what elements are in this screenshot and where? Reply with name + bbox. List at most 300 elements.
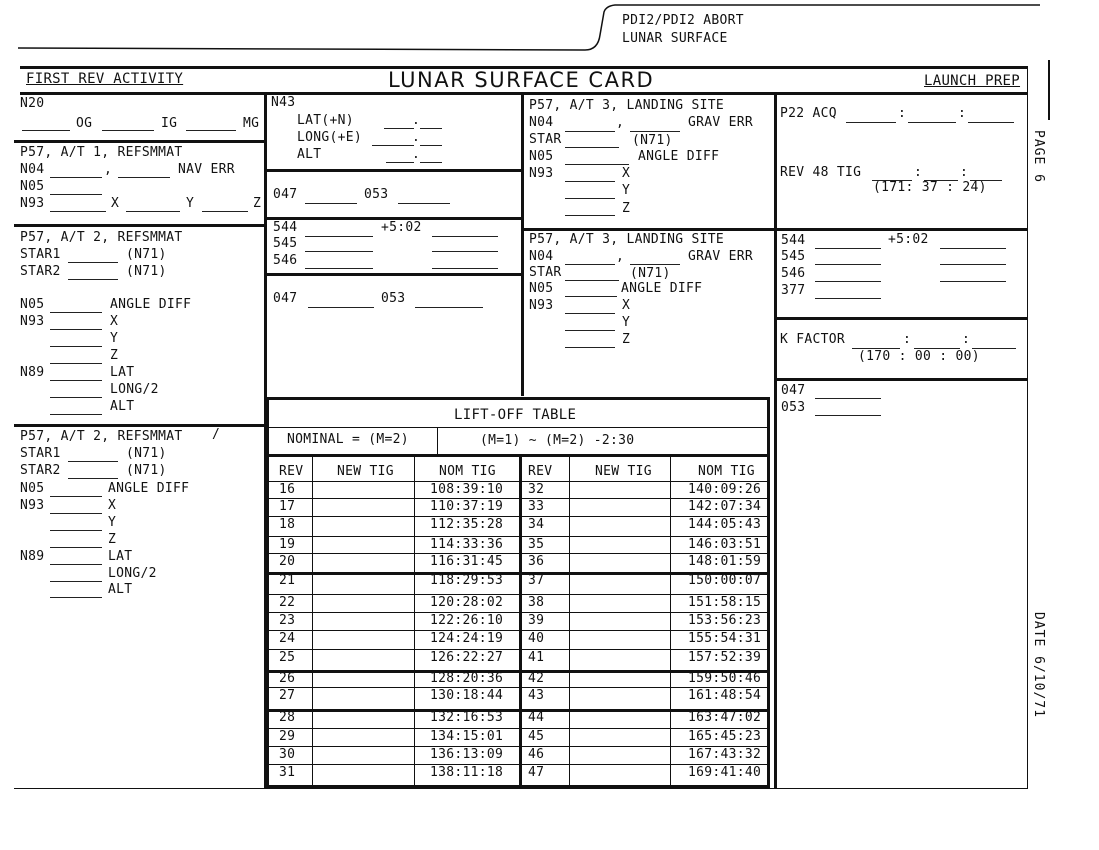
- liftoff-title: LIFT-OFF TABLE: [454, 407, 577, 423]
- new-tig-cell-right[interactable]: [571, 710, 670, 726]
- at3b-title: P57, A/T 3, LANDING SITE: [529, 232, 725, 247]
- p22-acq-colon1: :: [898, 106, 907, 121]
- at2b-angle-diff: ANGLE DIFF: [108, 481, 190, 496]
- n43-alt-blank1[interactable]: [386, 162, 414, 163]
- divider-c4-b: [774, 317, 1028, 320]
- rev-right: 44: [528, 710, 545, 725]
- at3a-comma: ,: [616, 115, 625, 130]
- rev-right: 38: [528, 595, 545, 610]
- kfactor-colon1: :: [903, 332, 912, 347]
- col-header-nomtig-left: NOM TIG: [439, 464, 496, 479]
- rev-left: 22: [279, 595, 296, 610]
- col-divider-2: [521, 92, 524, 396]
- rev-left: 24: [279, 631, 296, 646]
- at2a-n93-label: N93: [20, 314, 45, 329]
- rev-right: 47: [528, 765, 545, 780]
- at2b-n05-blank[interactable]: [50, 496, 102, 497]
- at3b-n04: N04: [529, 249, 554, 264]
- nom-tig-left: 134:15:01: [430, 729, 504, 744]
- at3a-n05: N05: [529, 149, 554, 164]
- col-divider-3: [774, 92, 777, 788]
- new-tig-cell-left[interactable]: [314, 613, 414, 629]
- divider-c2-a: [264, 169, 522, 172]
- col-header-nomtig-right: NOM TIG: [698, 464, 755, 479]
- at2a-y: Y: [110, 331, 119, 346]
- new-tig-cell-right[interactable]: [571, 747, 670, 763]
- new-tig-cell-right[interactable]: [571, 688, 670, 704]
- new-tig-cell-right[interactable]: [571, 573, 670, 589]
- tbl-col-2: [414, 454, 415, 788]
- at2a-star2-blank[interactable]: [68, 279, 118, 280]
- c4-plus-blank[interactable]: [940, 248, 1006, 249]
- nom-tig-right: 159:50:46: [688, 671, 762, 686]
- new-tig-cell-left[interactable]: [314, 671, 414, 687]
- tbl-col-3: [519, 454, 522, 788]
- p22-acq-blank3[interactable]: [968, 122, 1014, 123]
- at3a-n04-blank1[interactable]: [565, 131, 615, 132]
- nom-tig-left: 114:33:36: [430, 537, 504, 552]
- n43-lat-dot: .: [412, 113, 421, 128]
- rev-left: 27: [279, 688, 296, 703]
- c2-544-blank[interactable]: [305, 236, 373, 237]
- at3a-y-blank[interactable]: [565, 198, 615, 199]
- n43-long-label: LONG(+E): [297, 130, 363, 145]
- nom-tig-left: 138:11:18: [430, 765, 504, 780]
- at3b-n05-blank[interactable]: [565, 296, 617, 297]
- rev-right: 36: [528, 554, 545, 569]
- at2a-title: P57, A/T 2, REFSMMAT: [20, 230, 183, 245]
- at2b-x: X: [108, 498, 117, 513]
- at3b-n05: N05: [529, 281, 554, 296]
- nom-tig-left: 118:29:53: [430, 573, 504, 588]
- n43-lat-blank2[interactable]: [420, 128, 442, 129]
- nom-tig-right: 163:47:02: [688, 710, 762, 725]
- at2a-long-blank[interactable]: [50, 397, 102, 398]
- col-header-newtig-right: NEW TIG: [595, 464, 652, 479]
- rev-right: 46: [528, 747, 545, 762]
- edge-mark: [1048, 60, 1050, 120]
- at1-nav-err-label: NAV ERR: [178, 162, 235, 177]
- at2a-alt-blank[interactable]: [50, 414, 102, 415]
- c4-546-label: 546: [781, 266, 806, 281]
- p22-acq-label: P22 ACQ: [780, 106, 837, 121]
- rev-right: 40: [528, 631, 545, 646]
- at2a-lat: LAT: [110, 365, 135, 380]
- ig-blank[interactable]: [102, 130, 154, 131]
- at2b-long-blank[interactable]: [50, 581, 102, 582]
- c2-plus-label: +5:02: [381, 220, 422, 235]
- at1-n05-label: N05: [20, 179, 45, 194]
- new-tig-cell-left[interactable]: [314, 517, 414, 533]
- new-tig-cell-right[interactable]: [571, 631, 670, 647]
- at2b-n71b: (N71): [126, 463, 167, 478]
- og-label: OG: [76, 116, 93, 131]
- nom-tig-right: 157:52:39: [688, 650, 762, 665]
- n43-alt-label: ALT: [297, 147, 322, 162]
- rev-left: 20: [279, 554, 296, 569]
- liftoff-nominal-divider: [437, 427, 438, 454]
- n43-lat-blank1[interactable]: [384, 128, 414, 129]
- c4-545-label: 545: [781, 249, 806, 264]
- nom-tig-right: 144:05:43: [688, 517, 762, 532]
- n43-long-blank2[interactable]: [420, 145, 442, 146]
- c2-546-label: 546: [273, 253, 298, 268]
- new-tig-cell-left[interactable]: [314, 537, 414, 553]
- at3b-z: Z: [622, 332, 631, 347]
- corner-label-line2: LUNAR SURFACE: [622, 31, 728, 46]
- at3a-star: STAR: [529, 132, 562, 147]
- rev-left: 30: [279, 747, 296, 762]
- kfactor-label: K FACTOR: [780, 332, 846, 347]
- nom-tig-left: 126:22:27: [430, 650, 504, 665]
- at1-n05-blank[interactable]: [50, 194, 102, 195]
- c4-377-blank[interactable]: [815, 298, 881, 299]
- nom-tig-left: 136:13:09: [430, 747, 504, 762]
- c4-053-blank[interactable]: [815, 415, 881, 416]
- at2b-alt: ALT: [108, 582, 133, 597]
- at3b-n71: (N71): [630, 266, 671, 281]
- at3a-angle-diff: ANGLE DIFF: [638, 149, 720, 164]
- c2-053b-blank[interactable]: [415, 307, 483, 308]
- n43-long-blank1[interactable]: [372, 145, 414, 146]
- header-left-label: FIRST REV ACTIVITY: [26, 71, 184, 87]
- at2b-y: Y: [108, 515, 117, 530]
- new-tig-cell-right[interactable]: [571, 650, 670, 666]
- nom-tig-left: 124:24:19: [430, 631, 504, 646]
- nom-tig-left: 122:26:10: [430, 613, 504, 628]
- at3a-z: Z: [622, 201, 631, 216]
- rev-left: 31: [279, 765, 296, 780]
- c4-544-blank[interactable]: [815, 248, 881, 249]
- p22-acq-blank1[interactable]: [846, 122, 896, 123]
- at1-z-label: Z: [253, 196, 262, 211]
- nom-tig-right: 146:03:51: [688, 537, 762, 552]
- at1-y-label: Y: [186, 196, 195, 211]
- og-blank[interactable]: [22, 130, 70, 131]
- at2a-y-blank[interactable]: [50, 346, 102, 347]
- at2a-star1-label: STAR1: [20, 247, 61, 262]
- header-divider: [20, 92, 1028, 95]
- page-number: PAGE 6: [1031, 130, 1046, 183]
- nom-tig-left: 112:35:28: [430, 517, 504, 532]
- nom-tig-right: 142:07:34: [688, 499, 762, 514]
- at3a-grav-err: GRAV ERR: [688, 115, 754, 130]
- at2a-star2-label: STAR2: [20, 264, 61, 279]
- new-tig-cell-left[interactable]: [314, 482, 414, 498]
- nom-tig-left: 132:16:53: [430, 710, 504, 725]
- ig-label: IG: [161, 116, 178, 131]
- frame-right: [1027, 66, 1028, 788]
- n43-alt-dot: .: [412, 147, 421, 162]
- corner-tab-outline: [0, 0, 1099, 70]
- nom-tig-right: 167:43:32: [688, 747, 762, 762]
- at3b-comma: ,: [616, 249, 625, 264]
- new-tig-cell-left[interactable]: [314, 729, 414, 745]
- at3a-x: X: [622, 166, 631, 181]
- c2-047a-label: 047: [273, 187, 298, 202]
- p22-acq-colon2: :: [958, 106, 967, 121]
- at1-y-blank[interactable]: [126, 211, 180, 212]
- at3b-n93: N93: [529, 298, 554, 313]
- tbl-col-1: [312, 454, 313, 788]
- at2b-title: P57, A/T 2, REFSMMAT: [20, 429, 183, 444]
- nom-tig-left: 130:18:44: [430, 688, 504, 703]
- new-tig-cell-left[interactable]: [314, 631, 414, 647]
- new-tig-cell-left[interactable]: [314, 573, 414, 589]
- rev-right: 33: [528, 499, 545, 514]
- new-tig-cell-right[interactable]: [571, 499, 670, 515]
- at3b-y: Y: [622, 315, 631, 330]
- nom-tig-right: 140:09:26: [688, 482, 762, 497]
- c2-047a-blank[interactable]: [305, 203, 357, 204]
- nom-tig-right: 165:45:23: [688, 729, 762, 744]
- new-tig-cell-right[interactable]: [571, 671, 670, 687]
- c4-053-label: 053: [781, 400, 806, 415]
- rev-left: 17: [279, 499, 296, 514]
- rev48-colon2: :: [960, 165, 969, 180]
- at2b-star1-blank[interactable]: [68, 461, 118, 462]
- mg-label: MG: [243, 116, 260, 131]
- rev-right: 43: [528, 688, 545, 703]
- new-tig-cell-right[interactable]: [571, 613, 670, 629]
- nom-tig-left: 120:28:02: [430, 595, 504, 610]
- new-tig-cell-left[interactable]: [314, 747, 414, 763]
- at2b-lat-blank[interactable]: [50, 564, 102, 565]
- nom-tig-left: 108:39:10: [430, 482, 504, 497]
- rev-right: 42: [528, 671, 545, 686]
- new-tig-cell-left[interactable]: [314, 595, 414, 611]
- at2b-long: LONG/2: [108, 566, 157, 581]
- nom-tig-left: 128:20:36: [430, 671, 504, 686]
- card-date: DATE 6/10/71: [1031, 612, 1046, 718]
- at3a-n04-blank2[interactable]: [630, 131, 680, 132]
- at3b-x: X: [622, 298, 631, 313]
- new-tig-cell-right[interactable]: [571, 765, 670, 781]
- c4-plus-label: +5:02: [888, 232, 929, 247]
- at3a-z-blank[interactable]: [565, 215, 615, 216]
- nom-tig-right: 148:01:59: [688, 554, 762, 569]
- divider-c4-a: [774, 228, 1028, 231]
- rev-left: 26: [279, 671, 296, 686]
- rev-left: 23: [279, 613, 296, 628]
- at2b-star2-blank[interactable]: [68, 478, 118, 479]
- new-tig-cell-right[interactable]: [571, 729, 670, 745]
- at2a-x-blank[interactable]: [50, 329, 102, 330]
- at2b-z: Z: [108, 532, 117, 547]
- at2a-n05-label: N05: [20, 297, 45, 312]
- new-tig-cell-left[interactable]: [314, 765, 414, 781]
- at2b-z-blank[interactable]: [50, 547, 102, 548]
- c2-546-blank[interactable]: [305, 268, 373, 269]
- at2a-n05-blank[interactable]: [50, 312, 102, 313]
- c2-545-blank[interactable]: [305, 251, 373, 252]
- at3b-z-blank[interactable]: [565, 347, 615, 348]
- at3b-angle-diff: ANGLE DIFF: [621, 281, 703, 296]
- at1-n04-label: N04: [20, 162, 45, 177]
- kfactor-colon2: :: [962, 332, 971, 347]
- at2a-z-blank[interactable]: [50, 363, 102, 364]
- nom-tig-right: 169:41:40: [688, 765, 762, 780]
- rev-right: 37: [528, 573, 545, 588]
- p22-acq-blank2[interactable]: [908, 122, 956, 123]
- divider-c3-a: [521, 228, 776, 231]
- at3b-n04-blank1[interactable]: [565, 264, 615, 265]
- rev-right: 32: [528, 482, 545, 497]
- tbl-col-4: [569, 454, 570, 788]
- rev-left: 18: [279, 517, 296, 532]
- at3a-n04: N04: [529, 115, 554, 130]
- rev-left: 25: [279, 650, 296, 665]
- mg-blank[interactable]: [186, 130, 236, 131]
- divider-c1-a: [14, 140, 266, 143]
- at3a-n71: (N71): [632, 133, 673, 148]
- c4-546-blank[interactable]: [815, 281, 881, 282]
- at3a-y: Y: [622, 183, 631, 198]
- c2-047b-label: 047: [273, 291, 298, 306]
- n43-lat-label: LAT(+N): [297, 113, 354, 128]
- c4-047-label: 047: [781, 383, 806, 398]
- nom-tig-right: 153:56:23: [688, 613, 762, 628]
- header-right-label: LAUNCH PREP: [924, 73, 1021, 89]
- nom-tig-right: 155:54:31: [688, 631, 762, 646]
- corner-label-line1: PDI2/PDI2 ABORT: [622, 13, 744, 28]
- at2a-z: Z: [110, 348, 119, 363]
- new-tig-cell-left[interactable]: [314, 499, 414, 515]
- at2a-long: LONG/2: [110, 382, 159, 397]
- at1-z-blank[interactable]: [202, 211, 248, 212]
- frame-bottom: [14, 788, 1028, 789]
- c2-545-label: 545: [273, 236, 298, 251]
- at3b-star-blank[interactable]: [565, 280, 619, 281]
- rev-left: 19: [279, 537, 296, 552]
- at2b-n93-label: N93: [20, 498, 45, 513]
- stray-mark: /: [212, 427, 221, 442]
- at2a-angle-diff: ANGLE DIFF: [110, 297, 192, 312]
- liftoff-nominal: NOMINAL = (M=2): [287, 432, 409, 447]
- nom-tig-right: 151:58:15: [688, 595, 762, 610]
- c2-544-label: 544: [273, 220, 298, 235]
- c2-053a-blank[interactable]: [398, 203, 450, 204]
- n20-label: N20: [20, 96, 45, 111]
- new-tig-cell-left[interactable]: [314, 650, 414, 666]
- c2-545-blank2[interactable]: [432, 251, 498, 252]
- n43-alt-blank2[interactable]: [420, 162, 442, 163]
- rev-left: 21: [279, 573, 296, 588]
- rev-right: 45: [528, 729, 545, 744]
- at2b-n89-label: N89: [20, 549, 45, 564]
- new-tig-cell-right[interactable]: [571, 517, 670, 533]
- rev-right: 34: [528, 517, 545, 532]
- at2a-star1-blank[interactable]: [68, 262, 118, 263]
- rev48-value: (171: 37 : 24): [873, 180, 987, 195]
- divider-c1-b: [14, 224, 266, 227]
- col-header-rev-right: REV: [528, 464, 553, 479]
- at1-n04-blank2[interactable]: [118, 177, 170, 178]
- rev48-colon1: :: [914, 165, 923, 180]
- c2-047b-blank[interactable]: [308, 307, 374, 308]
- new-tig-cell-left[interactable]: [314, 688, 414, 704]
- at3b-x-blank[interactable]: [565, 313, 615, 314]
- rev-left: 28: [279, 710, 296, 725]
- liftoff-offset: (M=1) ~ (M=2) -2:30: [480, 433, 635, 448]
- divider-c2-c: [264, 273, 522, 276]
- at2a-x: X: [110, 314, 119, 329]
- at1-comma: ,: [104, 162, 113, 177]
- at2b-n71a: (N71): [126, 446, 167, 461]
- rev48-label: REV 48 TIG: [780, 165, 862, 180]
- nom-tig-left: 110:37:19: [430, 499, 504, 514]
- new-tig-cell-left[interactable]: [314, 554, 414, 570]
- at3a-title: P57, A/T 3, LANDING SITE: [529, 98, 725, 113]
- new-tig-cell-right[interactable]: [571, 537, 670, 553]
- at2b-y-blank[interactable]: [50, 530, 102, 531]
- liftoff-title-rule: [268, 427, 768, 428]
- at3b-star: STAR: [529, 265, 562, 280]
- card-title: LUNAR SURFACE CARD: [388, 68, 655, 92]
- at1-x-blank[interactable]: [50, 211, 106, 212]
- at2a-alt: ALT: [110, 399, 135, 414]
- c4-545-blank[interactable]: [815, 264, 881, 265]
- nom-tig-right: 161:48:54: [688, 688, 762, 703]
- rev-left: 29: [279, 729, 296, 744]
- nom-tig-right: 150:00:07: [688, 573, 762, 588]
- c4-544-label: 544: [781, 233, 806, 248]
- c2-546-blank2[interactable]: [432, 268, 498, 269]
- at1-x-label: X: [111, 196, 120, 211]
- c2-053b-label: 053: [381, 291, 406, 306]
- liftoff-nominal-rule: [268, 454, 768, 457]
- col-header-newtig-left: NEW TIG: [337, 464, 394, 479]
- col-header-rev-left: REV: [279, 464, 304, 479]
- at1-n93-label: N93: [20, 196, 45, 211]
- at2b-n05-label: N05: [20, 481, 45, 496]
- rev-right: 41: [528, 650, 545, 665]
- at3b-grav-err: GRAV ERR: [688, 249, 754, 264]
- at2a-n71b: (N71): [126, 264, 167, 279]
- n43-label: N43: [271, 95, 296, 110]
- new-tig-cell-left[interactable]: [314, 710, 414, 726]
- kfactor-value: (170 : 00 : 00): [858, 349, 980, 364]
- c4-545-blank2[interactable]: [940, 264, 1006, 265]
- c4-377-label: 377: [781, 283, 806, 298]
- new-tig-cell-right[interactable]: [571, 554, 670, 570]
- c2-053a-label: 053: [364, 187, 389, 202]
- at3a-star-blank[interactable]: [565, 147, 619, 148]
- at3b-n04-blank2[interactable]: [630, 264, 680, 265]
- at2b-lat: LAT: [108, 549, 133, 564]
- divider-c4-c: [774, 378, 1028, 381]
- tbl-col-5: [670, 454, 671, 788]
- new-tig-cell-right[interactable]: [571, 482, 670, 498]
- rev-right: 39: [528, 613, 545, 628]
- n43-long-dot: .: [412, 130, 421, 145]
- at3a-x-blank[interactable]: [565, 181, 615, 182]
- at3a-n93: N93: [529, 166, 554, 181]
- at3a-n05-blank[interactable]: [565, 164, 629, 165]
- at2a-lat-blank[interactable]: [50, 380, 102, 381]
- c4-546-blank2[interactable]: [940, 281, 1006, 282]
- c4-047-blank[interactable]: [815, 398, 881, 399]
- at2b-star1-label: STAR1: [20, 446, 61, 461]
- c2-plus-blank[interactable]: [432, 236, 498, 237]
- at2b-x-blank[interactable]: [50, 513, 102, 514]
- at3b-y-blank[interactable]: [565, 330, 615, 331]
- new-tig-cell-right[interactable]: [571, 595, 670, 611]
- at1-n04-blank1[interactable]: [50, 177, 102, 178]
- p57-at1-title: P57, A/T 1, REFSMMAT: [20, 145, 183, 160]
- at2b-alt-blank[interactable]: [50, 597, 102, 598]
- rev-right: 35: [528, 537, 545, 552]
